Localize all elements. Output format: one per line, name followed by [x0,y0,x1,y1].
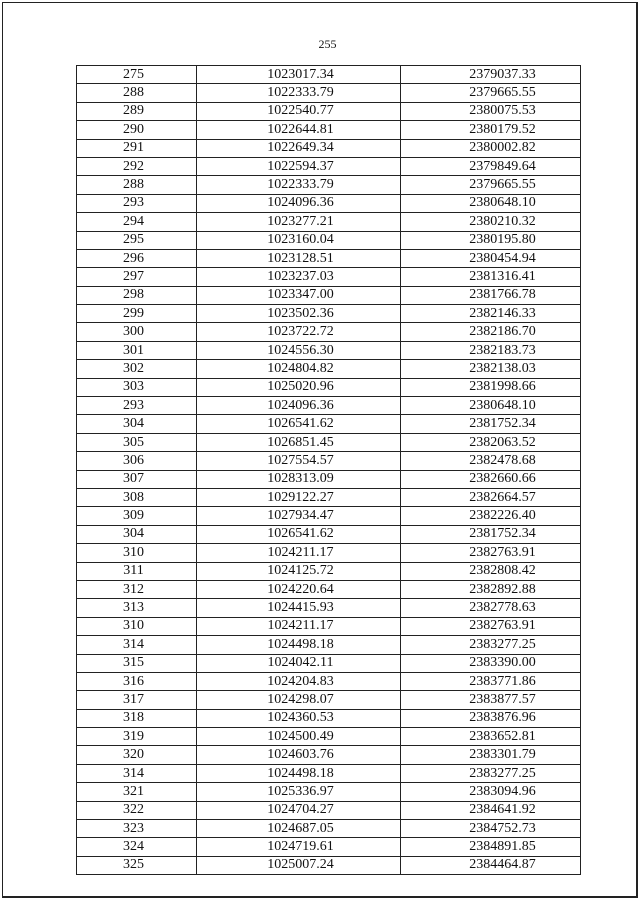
point-number-cell: 298 [77,286,197,304]
coordinates-table-body [77,66,581,875]
x-coordinate-cell: 1023160.04 [197,231,401,249]
x-coordinate-cell: 1023277.21 [197,213,401,231]
table-row [77,525,581,543]
point-number-cell: 288 [77,84,197,102]
y-coordinate-cell: 2382183.73 [401,341,581,359]
table-row [77,783,581,801]
table-row [77,397,581,415]
y-coordinate-cell: 2380210.32 [401,213,581,231]
y-coordinate-cell: 2381766.78 [401,286,581,304]
point-number-cell: 310 [77,544,197,562]
x-coordinate-cell: 1024220.64 [197,580,401,598]
y-coordinate-cell: 2382778.63 [401,599,581,617]
x-coordinate-cell: 1023722.72 [197,323,401,341]
y-coordinate-cell: 2379037.33 [401,66,581,84]
x-coordinate-cell: 1028313.09 [197,470,401,488]
point-number-cell: 293 [77,397,197,415]
point-number-cell: 310 [77,617,197,635]
x-coordinate-cell: 1029122.27 [197,488,401,506]
table-row [77,544,581,562]
x-coordinate-cell: 1022594.37 [197,157,401,175]
table-row [77,415,581,433]
table-row [77,801,581,819]
point-number-cell: 299 [77,305,197,323]
point-number-cell: 321 [77,783,197,801]
table-row [77,672,581,690]
point-number-cell: 294 [77,213,197,231]
table-row [77,709,581,727]
point-number-cell: 303 [77,378,197,396]
y-coordinate-cell: 2384464.87 [401,856,581,874]
point-number-cell: 289 [77,102,197,120]
point-number-cell: 314 [77,636,197,654]
point-number-cell: 320 [77,746,197,764]
y-coordinate-cell: 2380648.10 [401,397,581,415]
y-coordinate-cell: 2382664.57 [401,488,581,506]
x-coordinate-cell: 1024360.53 [197,709,401,727]
x-coordinate-cell: 1026851.45 [197,433,401,451]
x-coordinate-cell: 1022333.79 [197,84,401,102]
x-coordinate-cell: 1024556.30 [197,341,401,359]
table-row [77,157,581,175]
point-number-cell: 304 [77,415,197,433]
y-coordinate-cell: 2383301.79 [401,746,581,764]
x-coordinate-cell: 1024500.49 [197,728,401,746]
y-coordinate-cell: 2381998.66 [401,378,581,396]
y-coordinate-cell: 2383877.57 [401,691,581,709]
table-row [77,323,581,341]
table-row [77,102,581,120]
y-coordinate-cell: 2382146.33 [401,305,581,323]
point-number-cell: 296 [77,249,197,267]
point-number-cell: 290 [77,121,197,139]
table-row [77,507,581,525]
table-row [77,378,581,396]
point-number-cell: 315 [77,654,197,672]
table-row [77,728,581,746]
point-number-cell: 288 [77,176,197,194]
point-number-cell: 301 [77,341,197,359]
table-row [77,268,581,286]
point-number-cell: 295 [77,231,197,249]
point-number-cell: 308 [77,488,197,506]
table-row [77,231,581,249]
x-coordinate-cell: 1024125.72 [197,562,401,580]
x-coordinate-cell: 1025020.96 [197,378,401,396]
table-row [77,139,581,157]
point-number-cell: 275 [77,66,197,84]
y-coordinate-cell: 2384891.85 [401,838,581,856]
y-coordinate-cell: 2383094.96 [401,783,581,801]
table-row [77,341,581,359]
table-row [77,820,581,838]
point-number-cell: 322 [77,801,197,819]
x-coordinate-cell: 1024704.27 [197,801,401,819]
point-number-cell: 319 [77,728,197,746]
table-row [77,691,581,709]
point-number-cell: 300 [77,323,197,341]
y-coordinate-cell: 2383277.25 [401,636,581,654]
x-coordinate-cell: 1024498.18 [197,764,401,782]
point-number-cell: 307 [77,470,197,488]
point-number-cell: 311 [77,562,197,580]
x-coordinate-cell: 1022649.34 [197,139,401,157]
x-coordinate-cell: 1024719.61 [197,838,401,856]
x-coordinate-cell: 1026541.62 [197,525,401,543]
y-coordinate-cell: 2384641.92 [401,801,581,819]
x-coordinate-cell: 1024687.05 [197,820,401,838]
table-row [77,470,581,488]
y-coordinate-cell: 2383771.86 [401,672,581,690]
point-number-cell: 305 [77,433,197,451]
table-row [77,452,581,470]
y-coordinate-cell: 2383876.96 [401,709,581,727]
y-coordinate-cell: 2380454.94 [401,249,581,267]
point-number-cell: 291 [77,139,197,157]
table-row [77,433,581,451]
y-coordinate-cell: 2382478.68 [401,452,581,470]
x-coordinate-cell: 1027934.47 [197,507,401,525]
point-number-cell: 325 [77,856,197,874]
x-coordinate-cell: 1025336.97 [197,783,401,801]
x-coordinate-cell: 1023347.00 [197,286,401,304]
x-coordinate-cell: 1023017.34 [197,66,401,84]
table-row [77,176,581,194]
page-number: 255 [318,37,337,51]
y-coordinate-cell: 2380648.10 [401,194,581,212]
y-coordinate-cell: 2379665.55 [401,84,581,102]
table-row [77,360,581,378]
y-coordinate-cell: 2380075.53 [401,102,581,120]
y-coordinate-cell: 2382226.40 [401,507,581,525]
y-coordinate-cell: 2380002.82 [401,139,581,157]
x-coordinate-cell: 1022540.77 [197,102,401,120]
point-number-cell: 324 [77,838,197,856]
table-row [77,617,581,635]
y-coordinate-cell: 2380195.80 [401,231,581,249]
coordinates-table [76,65,581,875]
x-coordinate-cell: 1024204.83 [197,672,401,690]
table-row [77,305,581,323]
point-number-cell: 306 [77,452,197,470]
point-number-cell: 297 [77,268,197,286]
x-coordinate-cell: 1024298.07 [197,691,401,709]
table-row [77,764,581,782]
y-coordinate-cell: 2382892.88 [401,580,581,598]
x-coordinate-cell: 1025007.24 [197,856,401,874]
table-row [77,562,581,580]
x-coordinate-cell: 1023237.03 [197,268,401,286]
point-number-cell: 314 [77,764,197,782]
x-coordinate-cell: 1024211.17 [197,617,401,635]
point-number-cell: 302 [77,360,197,378]
y-coordinate-cell: 2383390.00 [401,654,581,672]
table-row [77,213,581,231]
point-number-cell: 313 [77,599,197,617]
point-number-cell: 312 [77,580,197,598]
x-coordinate-cell: 1024042.11 [197,654,401,672]
y-coordinate-cell: 2381316.41 [401,268,581,286]
point-number-cell: 323 [77,820,197,838]
x-coordinate-cell: 1024804.82 [197,360,401,378]
y-coordinate-cell: 2382186.70 [401,323,581,341]
x-coordinate-cell: 1027554.57 [197,452,401,470]
x-coordinate-cell: 1026541.62 [197,415,401,433]
table-row [77,654,581,672]
x-coordinate-cell: 1024415.93 [197,599,401,617]
y-coordinate-cell: 2382660.66 [401,470,581,488]
x-coordinate-cell: 1024096.36 [197,194,401,212]
point-number-cell: 318 [77,709,197,727]
y-coordinate-cell: 2383277.25 [401,764,581,782]
y-coordinate-cell: 2384752.73 [401,820,581,838]
table-row [77,488,581,506]
point-number-cell: 309 [77,507,197,525]
y-coordinate-cell: 2382763.91 [401,544,581,562]
y-coordinate-cell: 2383652.81 [401,728,581,746]
table-row [77,66,581,84]
point-number-cell: 317 [77,691,197,709]
y-coordinate-cell: 2380179.52 [401,121,581,139]
y-coordinate-cell: 2382063.52 [401,433,581,451]
point-number-cell: 304 [77,525,197,543]
y-coordinate-cell: 2382763.91 [401,617,581,635]
table-row [77,249,581,267]
point-number-cell: 292 [77,157,197,175]
x-coordinate-cell: 1024603.76 [197,746,401,764]
table-row [77,580,581,598]
table-row [77,838,581,856]
y-coordinate-cell: 2381752.34 [401,525,581,543]
table-row [77,746,581,764]
table-row [77,636,581,654]
x-coordinate-cell: 1024498.18 [197,636,401,654]
table-row [77,856,581,874]
table-row [77,194,581,212]
y-coordinate-cell: 2381752.34 [401,415,581,433]
point-number-cell: 293 [77,194,197,212]
x-coordinate-cell: 1023128.51 [197,249,401,267]
x-coordinate-cell: 1022644.81 [197,121,401,139]
x-coordinate-cell: 1024096.36 [197,397,401,415]
y-coordinate-cell: 2382138.03 [401,360,581,378]
table-row [77,286,581,304]
table-row [77,599,581,617]
x-coordinate-cell: 1023502.36 [197,305,401,323]
table-row [77,84,581,102]
point-number-cell: 316 [77,672,197,690]
y-coordinate-cell: 2382808.42 [401,562,581,580]
x-coordinate-cell: 1022333.79 [197,176,401,194]
y-coordinate-cell: 2379849.64 [401,157,581,175]
y-coordinate-cell: 2379665.55 [401,176,581,194]
x-coordinate-cell: 1024211.17 [197,544,401,562]
table-row [77,121,581,139]
